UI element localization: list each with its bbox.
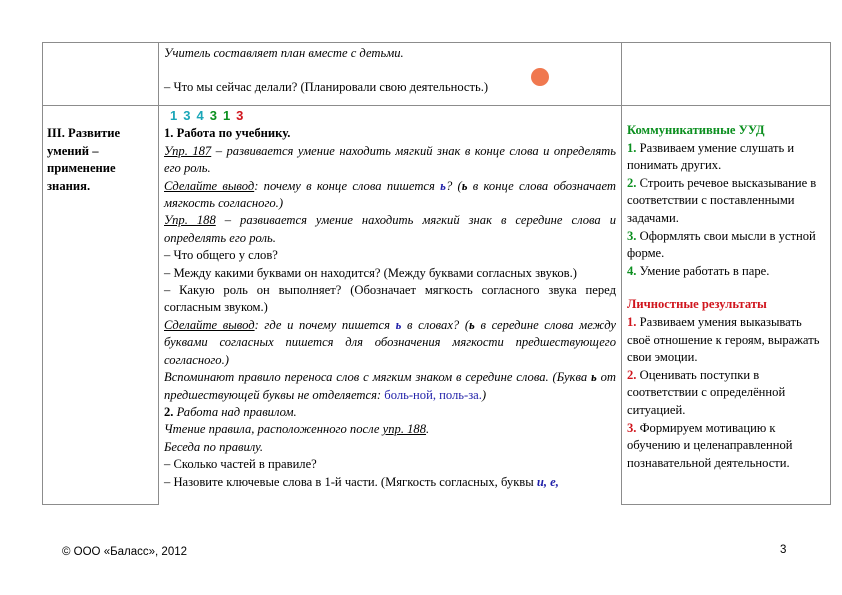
text: от предшествующей буквы не отделяется: xyxy=(164,370,616,402)
number-item: 3 xyxy=(236,108,244,123)
section-number: 2. xyxy=(164,404,177,419)
table-top-border xyxy=(42,42,831,43)
item-text: Умение работать в паре. xyxy=(636,263,770,278)
item-number: 3. xyxy=(627,420,637,435)
text: в словах? ( xyxy=(401,317,470,332)
exercise-ref: Упр. 187 xyxy=(164,143,212,158)
row1-content xyxy=(164,45,616,97)
pers-item xyxy=(627,367,827,420)
item-number: 3. xyxy=(627,228,637,243)
comm-title: Коммуникативные УУД xyxy=(627,123,765,137)
text: Чтение правила, расположенного после xyxy=(164,422,383,437)
section-heading-2 xyxy=(164,404,616,421)
number-item: 1 xyxy=(170,108,178,123)
number-item: 3 xyxy=(209,108,217,123)
comm-item xyxy=(627,228,827,263)
row1-line2: – Что мы сейчас делали? (Планировали свою деятельность.) xyxy=(164,80,489,95)
paragraph-rule-talk: Беседа по правилу. xyxy=(164,439,264,454)
text: . xyxy=(426,422,430,437)
row-divider xyxy=(42,105,831,106)
text: – развивается умение находить мягкий знак в конце слова и определять его роль. xyxy=(164,143,616,176)
soft-sign: ь xyxy=(469,317,475,332)
item-text: Оформлять свои мысли в устной форме. xyxy=(627,228,816,261)
number-item: 3 xyxy=(183,108,191,123)
text: ? ( xyxy=(445,178,462,193)
examples: боль-ной, поль-за. xyxy=(384,387,482,402)
soft-sign: ь xyxy=(440,178,446,193)
question-1: – Что общего у слов? xyxy=(164,248,278,263)
text: – развивается умение находить мягкий знак в середине слова и определять его роль. xyxy=(164,213,616,245)
item-number: 1. xyxy=(627,140,637,155)
exercise-ref: упр. 188 xyxy=(382,422,427,437)
paragraph-upr187 xyxy=(164,143,616,178)
text: : где и почему пишется xyxy=(254,317,396,332)
item-number: 2. xyxy=(627,367,637,382)
paragraph-conclusion-1 xyxy=(164,178,616,213)
page-number: 3 xyxy=(780,544,787,556)
table-bottom-border xyxy=(42,504,159,505)
section-heading-1: 1. Работа по учебнику. xyxy=(164,126,291,141)
item-text: Развиваем умение слушать и понимать других. xyxy=(627,140,795,173)
item-text: Формируем мотивацию к обучению и целенаправленной познавательной деятельности. xyxy=(627,420,793,470)
item-text: Оценивать поступки в соответствии с определённой ситуацией. xyxy=(627,367,786,417)
stage-label xyxy=(47,125,147,195)
paragraph-rule-reading xyxy=(164,421,616,438)
comm-item xyxy=(627,175,827,228)
comm-item xyxy=(627,263,827,281)
question-5 xyxy=(164,474,616,491)
item-text: Строить речевое высказывание в соответствии с поставленными задачами. xyxy=(627,175,817,225)
text: – Назовите ключевые слова в 1-й части. (Мягкость согласных, буквы xyxy=(164,474,537,489)
question-4: – Сколько частей в правиле? xyxy=(164,457,317,472)
exercise-ref: Упр. 188 xyxy=(164,213,216,228)
section-title: Работа над правилом. xyxy=(176,404,297,419)
letters: и, е, xyxy=(536,474,559,489)
copyright-footer: © ООО «Баласс», 2012 xyxy=(62,546,188,558)
pers-item xyxy=(627,420,827,473)
table-right-border xyxy=(830,42,831,505)
column-divider-1 xyxy=(158,42,159,505)
question-2: – Между какими буквами он находится? (Между буквами согласных звуков.) xyxy=(164,265,577,280)
table-bottom-border-right xyxy=(621,504,831,505)
paragraph-hyphenation xyxy=(164,369,616,404)
comm-item xyxy=(627,140,827,175)
lesson-content xyxy=(164,107,616,491)
item-number: 2. xyxy=(627,175,637,190)
uud-column xyxy=(627,122,827,472)
soft-sign: ь xyxy=(461,178,468,193)
text: в середине слова между буквами согласных пишется для обозначения мягкости предшествующего согласного.) xyxy=(164,317,616,367)
soft-sign: ь xyxy=(590,370,597,385)
pers-item xyxy=(627,314,827,367)
question-3: – Какую роль он выполняет? (Обозначает мягкость согласного звука перед согласным звуком.) xyxy=(164,283,616,315)
conclusion-ref: Сделайте вывод xyxy=(164,317,255,332)
pers-title: Личностные результаты xyxy=(627,297,767,312)
item-text: Развиваем умения выказывать своё отношение к героям, выражать свои эмоции. xyxy=(627,314,820,365)
number-item: 1 xyxy=(222,108,231,123)
orange-dot-icon xyxy=(531,68,549,86)
item-number: 1. xyxy=(627,314,637,329)
text: ) xyxy=(481,387,487,402)
colored-numbers xyxy=(164,107,616,125)
soft-sign: ь xyxy=(395,317,402,332)
table-left-border xyxy=(42,42,43,505)
item-number: 4. xyxy=(627,263,637,278)
paragraph-conclusion-2 xyxy=(164,317,616,369)
text: в конце слова обозначает мягкость согласного.) xyxy=(164,178,616,211)
stage-label-text: III. Развитие умений – применение знания. xyxy=(47,126,121,193)
text: Вспоминают правило переноса слов с мягким знаком в середине слова. (Буква xyxy=(164,370,591,385)
conclusion-ref: Сделайте вывод xyxy=(164,178,255,193)
text: : почему в конце слова пишется xyxy=(254,178,441,193)
row1-line1: Учитель составляет план вместе с детьми. xyxy=(164,46,404,60)
paragraph-upr188 xyxy=(164,212,616,247)
column-divider-2 xyxy=(621,42,622,505)
number-item: 4 xyxy=(196,108,204,123)
